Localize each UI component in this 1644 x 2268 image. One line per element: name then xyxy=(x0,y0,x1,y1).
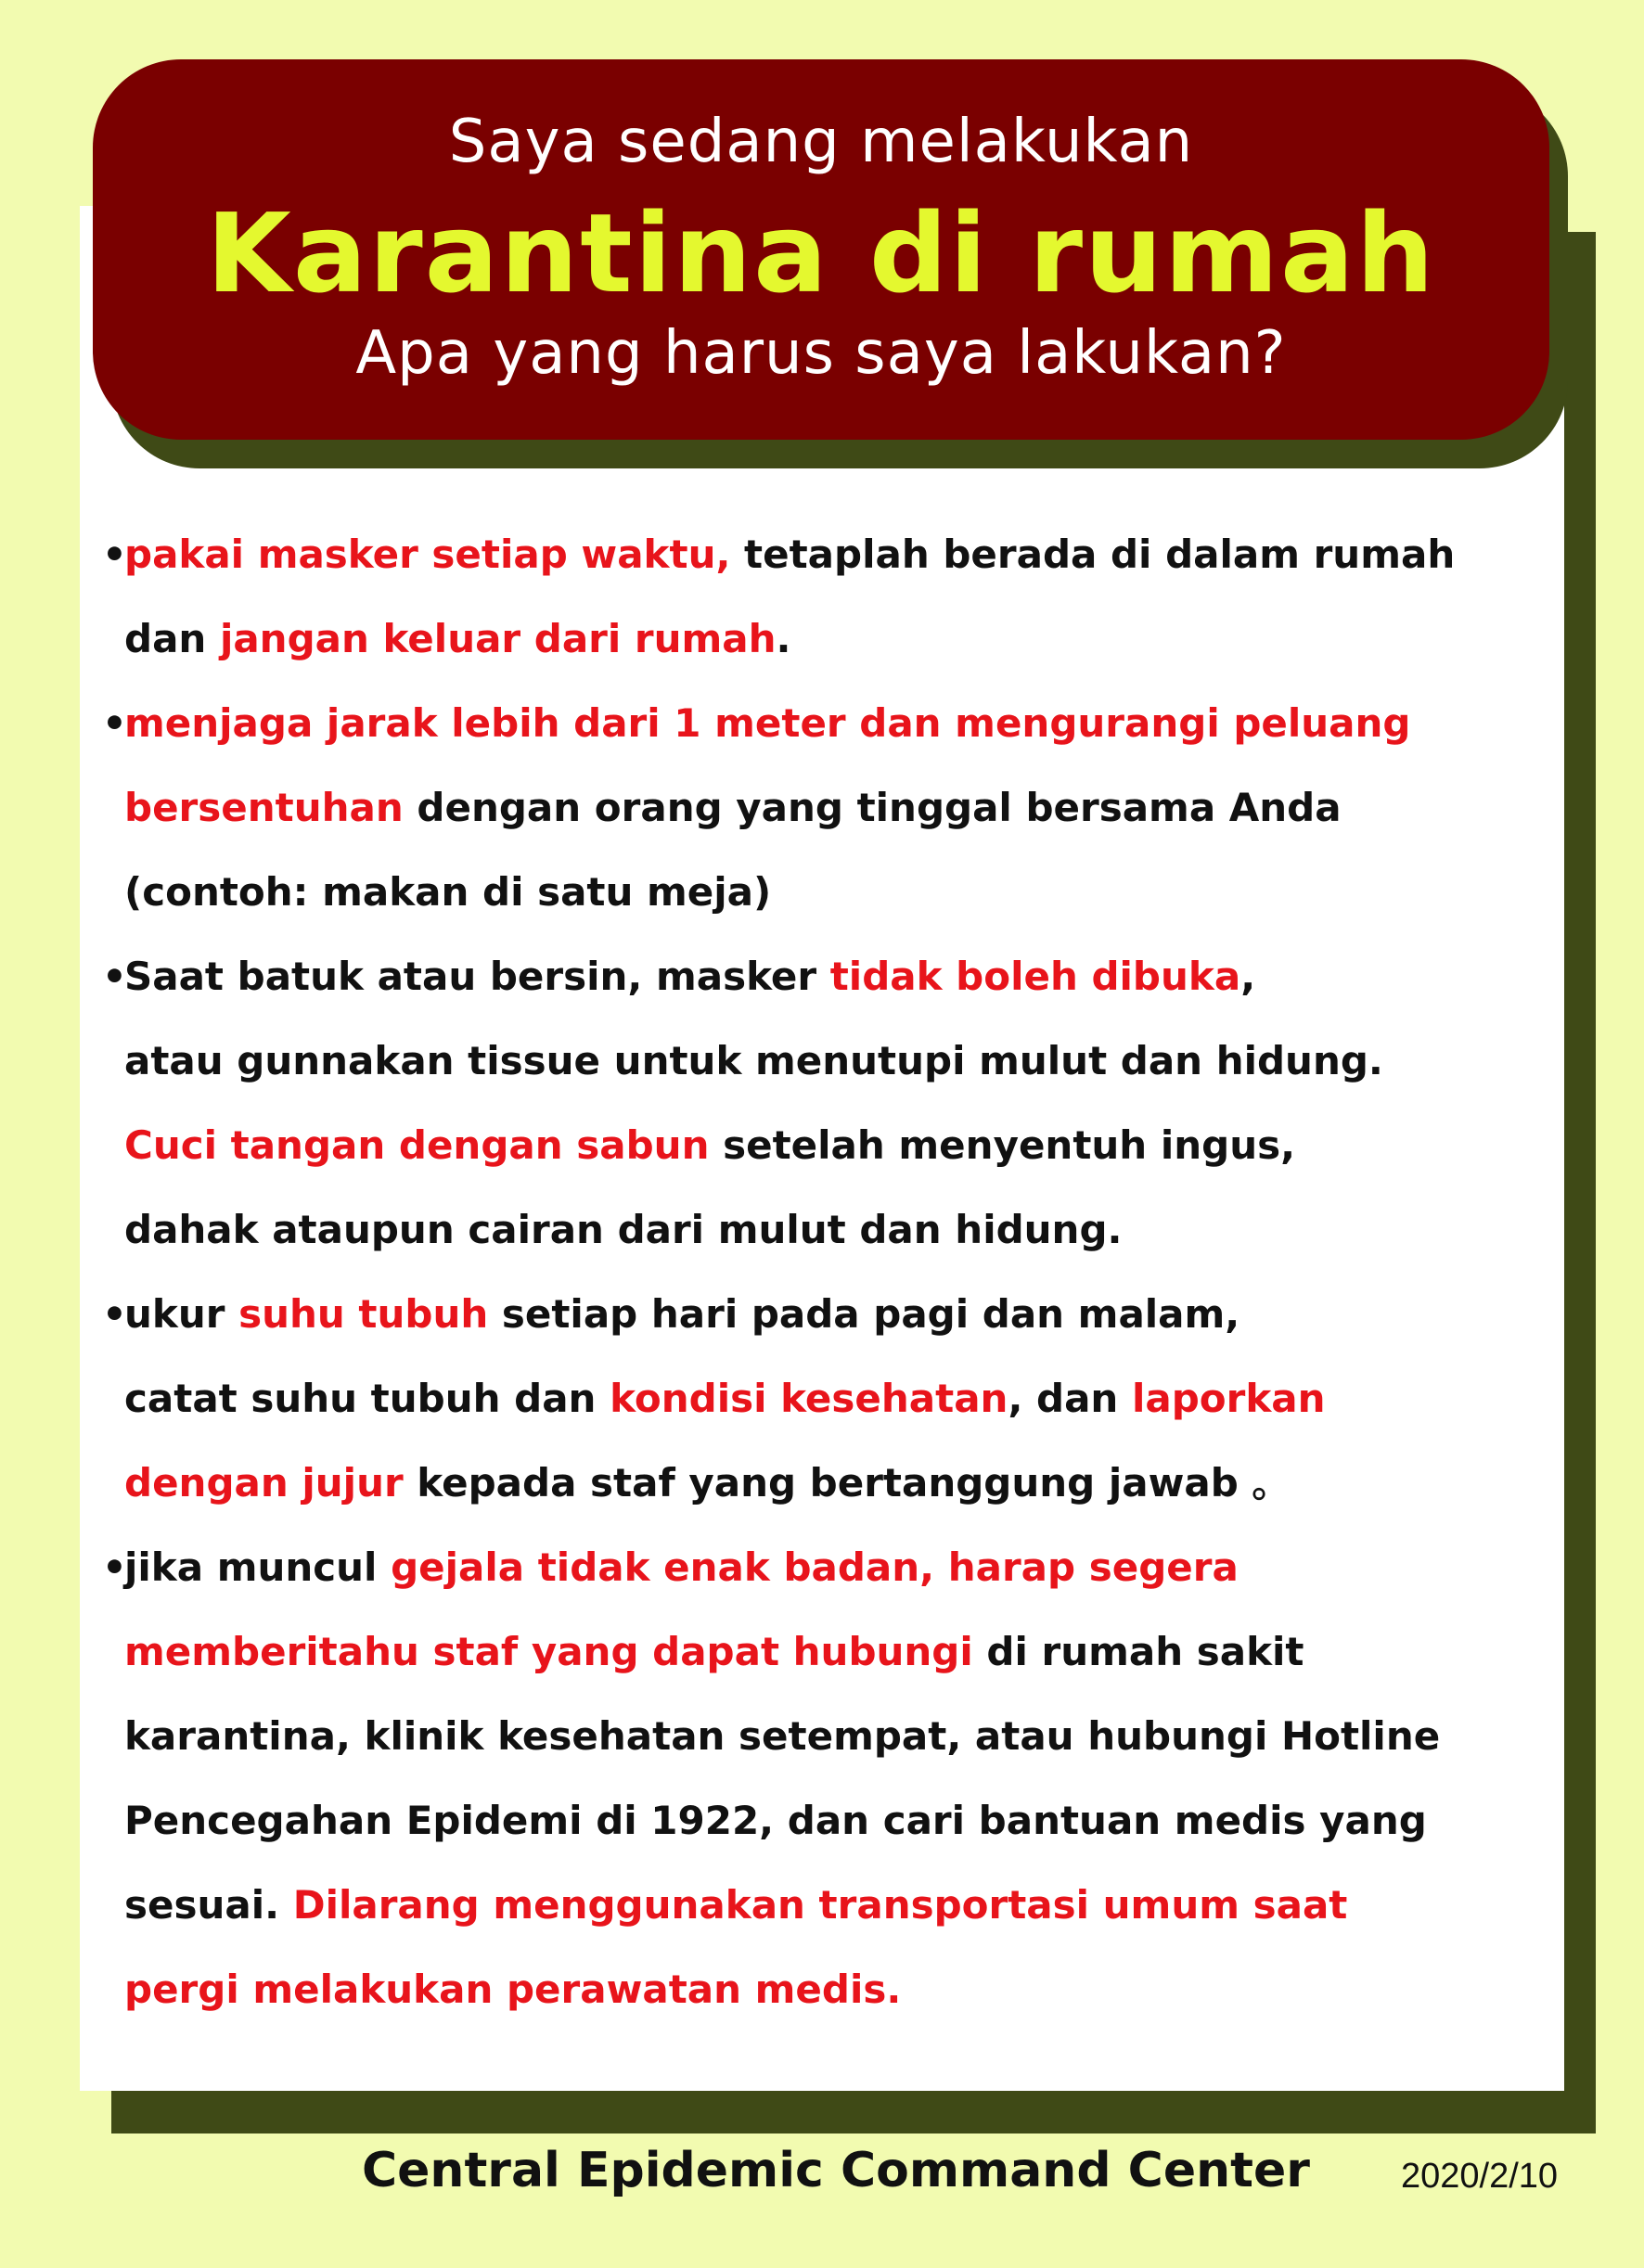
instruction-item xyxy=(102,934,1559,1272)
highlight-text: memberitahu staf yang dapat hubungi xyxy=(124,1629,973,1674)
body-text: di rumah sakit xyxy=(972,1629,1304,1674)
bullet-icon: • xyxy=(102,954,127,999)
highlight-text: pergi melakukan perawatan medis. xyxy=(124,1967,902,2012)
instruction-item xyxy=(102,1272,1559,1525)
body-text: sesuai. xyxy=(124,1882,293,1928)
header-title: Karantina di rumah xyxy=(206,189,1436,317)
body-text: . xyxy=(776,616,791,661)
highlight-text: bersentuhan xyxy=(124,785,404,830)
highlight-text: tidak boleh dibuka xyxy=(829,954,1241,999)
instruction-text xyxy=(124,1291,1326,1506)
instruction-text xyxy=(124,700,1411,915)
highlight-text: gejala tidak enak badan, harap segera xyxy=(391,1544,1239,1590)
bullet-icon: • xyxy=(102,1544,127,1590)
body-text: jika muncul xyxy=(124,1544,392,1590)
instruction-item xyxy=(102,512,1559,681)
body-text: setiap hari pada pagi dan malam, xyxy=(488,1291,1240,1337)
highlight-text: jangan keluar dari rumah xyxy=(219,616,777,661)
body-text: Saat batuk atau bersin, masker xyxy=(124,954,830,999)
highlight-text: Cuci tangan dengan sabun xyxy=(124,1122,710,1168)
body-text: (contoh: makan di satu meja) xyxy=(124,869,772,915)
instruction-text xyxy=(124,532,1455,661)
instruction-list xyxy=(102,512,1559,2031)
instruction-text xyxy=(124,954,1383,1252)
body-text: Pencegahan Epidemi di 1922, dan cari bantuan medis yang xyxy=(124,1798,1427,1843)
body-text: atau gunnakan tissue untuk menutupi mulut dan hidung. xyxy=(124,1038,1383,1083)
highlight-text: pakai masker setiap waktu, xyxy=(124,532,731,577)
highlight-text: menjaga jarak lebih dari 1 meter dan mengurangi peluang xyxy=(124,700,1411,746)
bullet-icon: • xyxy=(102,1291,127,1337)
bullet-icon: • xyxy=(102,532,127,577)
bullet-icon: • xyxy=(102,700,127,746)
body-text: setelah menyentuh ingus, xyxy=(709,1122,1296,1168)
body-text: dahak ataupun cairan dari mulut dan hidung. xyxy=(124,1207,1123,1252)
body-text: kepada staf yang bertanggung jawab 。 xyxy=(403,1460,1291,1506)
instruction-item xyxy=(102,1525,1559,2031)
instruction-item xyxy=(102,681,1559,934)
highlight-text: dengan jujur xyxy=(124,1460,404,1506)
header-banner xyxy=(93,59,1549,440)
body-text: , xyxy=(1240,954,1256,999)
highlight-text: laporkan xyxy=(1131,1376,1326,1421)
footer-organization: Central Epidemic Command Center xyxy=(362,2143,1310,2198)
header-subtitle: Saya sedang melakukan xyxy=(448,108,1194,176)
header-question: Apa yang harus saya lakukan? xyxy=(355,319,1287,388)
body-text: , dan xyxy=(1008,1376,1132,1421)
body-text: ukur xyxy=(124,1291,239,1337)
instruction-text xyxy=(124,1544,1440,2012)
body-text: karantina, klinik kesehatan setempat, atau hubungi Hotline xyxy=(124,1713,1441,1759)
highlight-text: kondisi kesehatan xyxy=(610,1376,1008,1421)
body-text: dengan orang yang tinggal bersama Anda xyxy=(403,785,1342,830)
body-text: dan xyxy=(124,616,220,661)
footer-date: 2020/2/10 xyxy=(1401,2157,1559,2196)
highlight-text: Dilarang menggunakan transportasi umum saat xyxy=(292,1882,1348,1928)
body-text: catat suhu tubuh dan xyxy=(124,1376,610,1421)
highlight-text: suhu tubuh xyxy=(238,1291,489,1337)
body-text: tetaplah berada di dalam rumah xyxy=(730,532,1456,577)
